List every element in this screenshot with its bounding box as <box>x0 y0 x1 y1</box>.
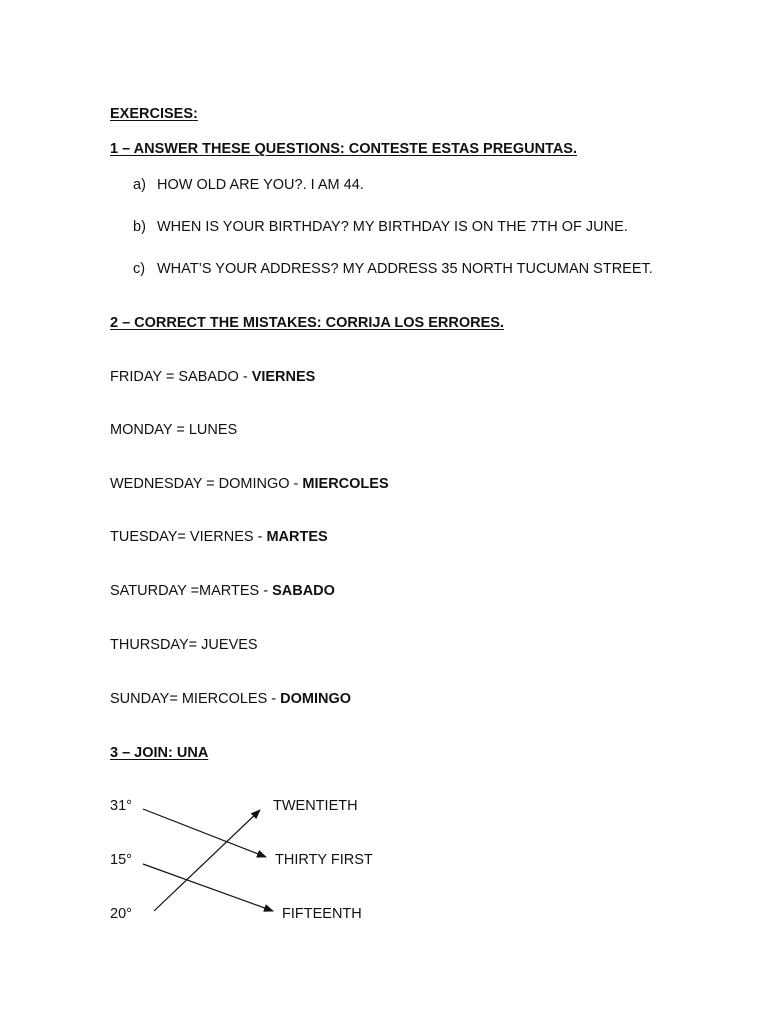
ordinal-word-twentieth: TWENTIETH <box>273 798 358 814</box>
arrow-20-to-twentieth <box>154 810 260 911</box>
question-b-letter: b) <box>133 219 146 235</box>
correction-statement: MONDAY = LUNES <box>110 422 238 438</box>
correction-statement: SUNDAY= MIERCOLES - <box>110 691 281 707</box>
ordinal-word-thirty-first: THIRTY FIRST <box>275 852 373 868</box>
ordinal-word-fifteenth: FIFTEENTH <box>282 906 362 922</box>
correction-answer: VIERNES <box>251 369 316 385</box>
question-b-text: WHEN IS YOUR BIRTHDAY? MY BIRTHDAY IS ON THE 7TH OF JUNE. <box>157 219 628 235</box>
section-2-title: 2 – CORRECT THE MISTAKES: CORRIJA LOS ERRORES. <box>110 315 504 331</box>
correction-answer: MIERCOLES <box>302 476 389 492</box>
correction-statement: FRIDAY = SABADO - <box>110 369 252 385</box>
arrow-31-to-thirty-first <box>143 809 266 857</box>
correction-answer: MARTES <box>266 529 328 545</box>
section-1-title: 1 – ANSWER THESE QUESTIONS: CONTESTE ESTAS PREGUNTAS. <box>110 141 578 157</box>
question-c-letter: c) <box>133 261 146 277</box>
page-heading: EXERCISES: <box>110 106 198 122</box>
ordinal-number-20: 20° <box>110 906 132 922</box>
correction-statement: TUESDAY= VIERNES - <box>110 529 267 545</box>
correction-statement: WEDNESDAY = DOMINGO - <box>110 476 303 492</box>
ordinal-number-15: 15° <box>110 852 132 868</box>
correction-answer: DOMINGO <box>280 691 352 707</box>
question-a-letter: a) <box>133 177 146 193</box>
question-c-text: WHAT’S YOUR ADDRESS? MY ADDRESS 35 NORTH TUCUMAN STREET. <box>157 261 653 277</box>
ordinal-number-31: 31° <box>110 798 132 814</box>
section-3-title: 3 – JOIN: UNA <box>110 745 209 761</box>
arrow-15-to-fifteenth <box>143 864 273 911</box>
correction-statement: THURSDAY= JUEVES <box>110 637 258 653</box>
question-a-text: HOW OLD ARE YOU?. I AM 44. <box>157 177 364 193</box>
correction-answer: SABADO <box>272 583 335 599</box>
correction-statement: SATURDAY =MARTES - <box>110 583 273 599</box>
